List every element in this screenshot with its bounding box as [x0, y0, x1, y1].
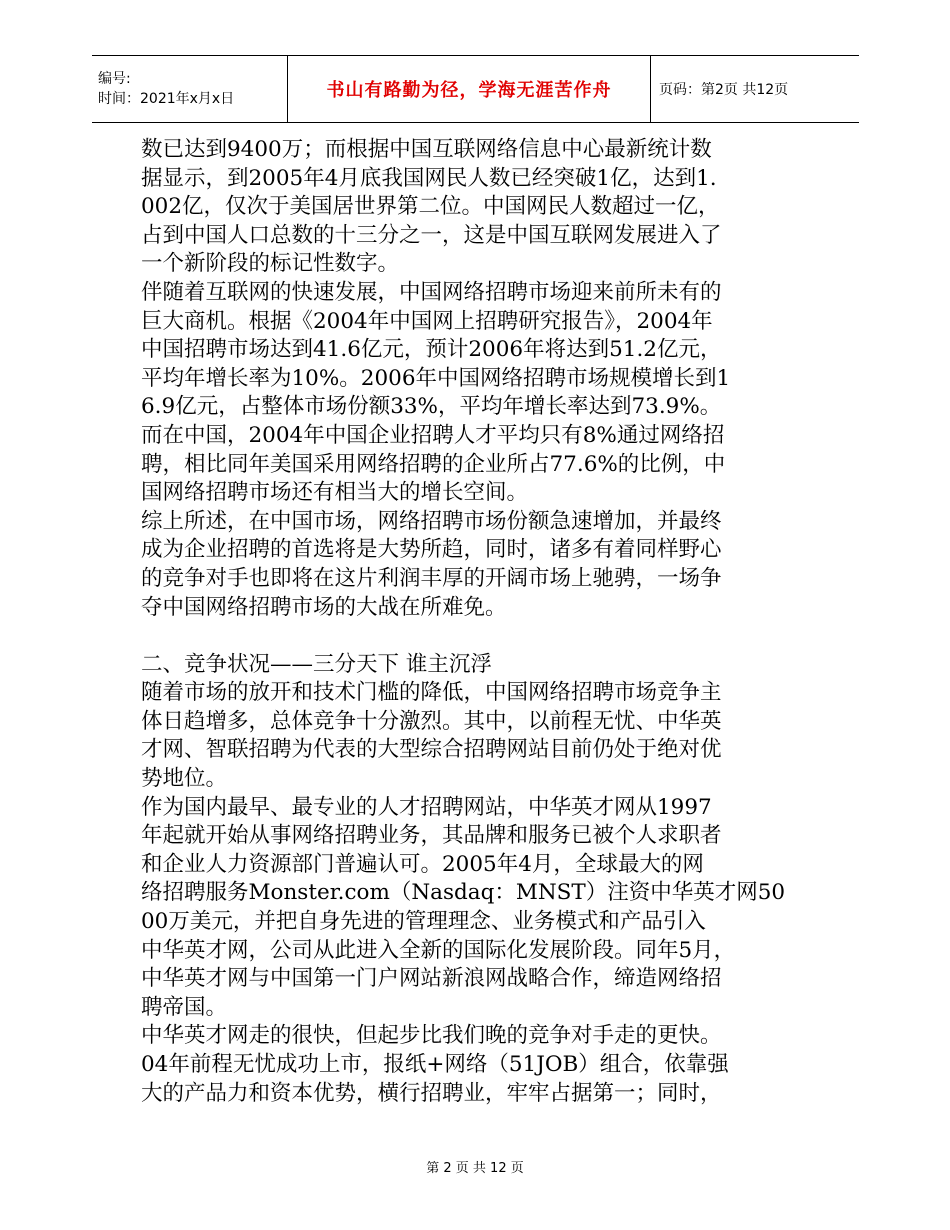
body-line: 夺中国网络招聘市场的大战在所难免。: [141, 594, 507, 620]
body-line: 综上所述，在中国市场，网络招聘市场份额急速增加，并最终: [141, 508, 722, 534]
header-meta: [92, 56, 287, 122]
body-line: 中华英才网走的很快，但起步比我们晚的竞争对手走的更快。: [141, 1023, 722, 1049]
body-line: 成为企业招聘的首选将是大势所趋，同时，诸多有着同样野心: [141, 537, 722, 563]
body-line: 随着市场的放开和技术门槛的降低，中国网络招聘市场竞争主: [141, 680, 722, 706]
body-line: 体日趋增多，总体竞争十分激烈。其中，以前程无忧、中华英: [141, 708, 722, 734]
body-line: 国网络招聘市场还有相当大的增长空间。: [141, 480, 529, 506]
body-line: 络招聘服务Monster.com（Nasdaq：MNST）注资中华英才网50: [141, 880, 786, 906]
body-line: 作为国内最早、最专业的人才招聘网站，中华英才网从1997: [141, 794, 712, 820]
document-body: [141, 136, 821, 1108]
body-line: 中华英才网，公司从此进入全新的国际化发展阶段。同年5月，: [141, 937, 736, 963]
body-line: 占到中国人口总数的十三分之一，这是中国互联网发展进入了: [141, 222, 722, 248]
header-page-cell: [651, 56, 859, 122]
number-label: 编号:: [98, 71, 131, 87]
page-footer: [0, 1157, 950, 1176]
body-line: 平均年增长率为10%。2006年中国网络招聘市场规模增长到1: [141, 365, 731, 391]
body-line: 大的产品力和资本优势，横行招聘业，牢牢占据第一；同时，: [141, 1080, 722, 1106]
body-line: 聘，相比同年美国采用网络招聘的企业所占77.6%的比例，中: [141, 451, 726, 477]
body-line: 数已达到9400万；而根据中国互联网络信息中心最新统计数: [141, 137, 712, 162]
body-line: 002亿，仅次于美国居世界第二位。中国网民人数超过一亿，: [141, 194, 720, 220]
body-line: 的竞争对手也即将在这片利润丰厚的开阔市场上驰骋，一场争: [141, 565, 722, 591]
body-line: 04年前程无忧成功上市，报纸+网络（51JOB）组合，依靠强: [141, 1052, 729, 1077]
body-line: 巨大商机。根据《2004年中国网上招聘研究报告》，2004年: [141, 308, 713, 334]
body-line: 00万美元，并把自身先进的管理理念、业务模式和产品引入: [141, 909, 706, 935]
body-line: 6.9亿元，占整体市场份额33%，平均年增长率达到73.9%。: [141, 394, 722, 420]
body-line: [141, 622, 821, 651]
time-label: 时间：2021年x月x日: [98, 91, 235, 107]
body-line: 聘帝国。: [141, 994, 228, 1020]
body-line: 和企业人力资源部门普遍认可。2005年4月，全球最大的网: [141, 851, 704, 877]
body-line: 一个新阶段的标记性数字。: [141, 251, 400, 277]
body-line: 二、竞争状况——三分天下 谁主沉浮: [141, 651, 492, 677]
body-line: 才网、智联招聘为代表的大型综合招聘网站目前仍处于绝对优: [141, 737, 722, 763]
body-line: 伴随着互联网的快速发展，中国网络招聘市场迎来前所未有的: [141, 279, 722, 305]
body-line: 而在中国，2004年中国企业招聘人才平均只有8%通过网络招: [141, 422, 725, 448]
header-motto: 书山有路勤为径，学海无涯苦作舟: [326, 80, 612, 101]
body-line: 中华英才网与中国第一门户网站新浪网战略合作，缔造网络招: [141, 966, 722, 992]
header-page-label: 页码：第2页 共12页: [659, 82, 789, 98]
footer-page-number: 第 2 页 共 12 页: [426, 1161, 524, 1176]
body-line: 中国招聘市场达到41.6亿元，预计2006年将达到51.2亿元，: [141, 337, 722, 363]
body-line: 据显示，到2005年4月底我国网民人数已经突破1亿，达到1.: [141, 165, 717, 191]
body-line: 势地位。: [141, 766, 228, 792]
page-header: [92, 55, 859, 123]
header-motto-cell: [287, 56, 651, 122]
body-line: 年起就开始从事网络招聘业务，其品牌和服务已被个人求职者: [141, 823, 722, 849]
